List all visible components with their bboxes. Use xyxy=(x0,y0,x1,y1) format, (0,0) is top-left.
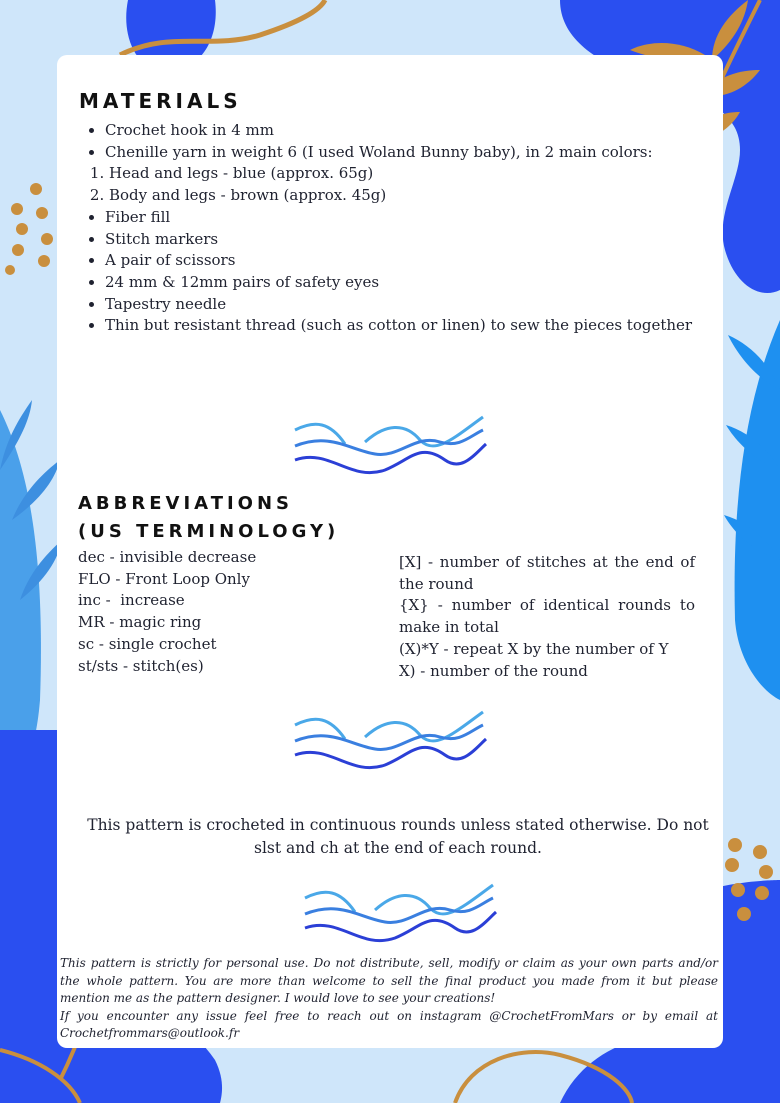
materials-item: • Crochet hook in 4 mm xyxy=(105,120,692,142)
abbreviation-item: inc - increase xyxy=(78,591,185,610)
materials-list xyxy=(78,120,692,337)
materials-item: • A pair of scissors xyxy=(105,250,692,272)
abbreviation-item: FLO - Front Loop Only xyxy=(78,569,250,588)
yarn-color-item: 2. Body and legs - brown (approx. 45g) xyxy=(109,185,386,207)
abbreviation-item: dec - invisible decrease xyxy=(78,548,257,566)
yarn-color-item: 1. Head and legs - blue (approx. 65g) xyxy=(109,163,386,185)
abbreviation-item: {X} - number of identical rounds to make in total xyxy=(399,596,695,637)
materials-item: • Thin but resistant thread (such as cotton or linen) to sew the pieces together xyxy=(105,315,692,337)
abbreviation-item: X) - number of the round xyxy=(399,661,588,680)
gold-dots-left xyxy=(5,183,53,275)
materials-item: • Stitch markers xyxy=(105,229,692,251)
abbreviation-item: MR - magic ring xyxy=(78,613,202,632)
materials-heading: MATERIALS xyxy=(79,89,242,113)
usage-notice: This pattern is strictly for personal use. Do not distribute, sell, modify or claim as your own parts and/or the whole pattern. You are more than welcome to sell the final product you made from it but please mention me as the pattern designer. I would love to see your creations! xyxy=(60,955,718,1008)
contact-notice: If you encounter any issue feel free to reach out on instagram @CrochetFromMars or by email at Crochetfrommars@outlook.fr xyxy=(60,1008,718,1043)
materials-item: • 24 mm & 12mm pairs of safety eyes xyxy=(105,272,692,294)
footer-notice xyxy=(60,955,718,1043)
yarn-colors-list xyxy=(86,163,386,206)
abbreviations-left-list xyxy=(78,547,256,677)
pattern-note: This pattern is crocheted in continuous rounds unless stated otherwise. Do not slst and ch at the end of each round. xyxy=(87,816,709,857)
abbreviations-right-list xyxy=(399,552,695,682)
abbreviations-subheading: (US TERMINOLOGY) xyxy=(78,521,340,542)
wave-divider-icon xyxy=(290,412,490,487)
wave-divider-icon xyxy=(300,880,500,955)
materials-item: • Fiber fill xyxy=(105,207,692,229)
abbreviation-item: (X)*Y - repeat X by the number of Y xyxy=(399,639,669,658)
abbreviation-item: sc - single crochet xyxy=(78,634,217,653)
wave-divider-icon xyxy=(290,707,490,782)
blue-leaves-left xyxy=(0,400,62,1043)
materials-item: • Tapestry needle xyxy=(105,294,692,316)
blue-leaves-right xyxy=(724,320,780,700)
abbreviations-heading: ABBREVIATIONS xyxy=(78,493,293,514)
materials-item: • Chenille yarn in weight 6 (I used Woland Bunny baby), in 2 main colors: xyxy=(105,142,692,164)
abbreviation-item: st/sts - stitch(es) xyxy=(78,656,204,675)
abbreviation-item: [X] - number of stitches at the end of the round xyxy=(399,553,695,593)
